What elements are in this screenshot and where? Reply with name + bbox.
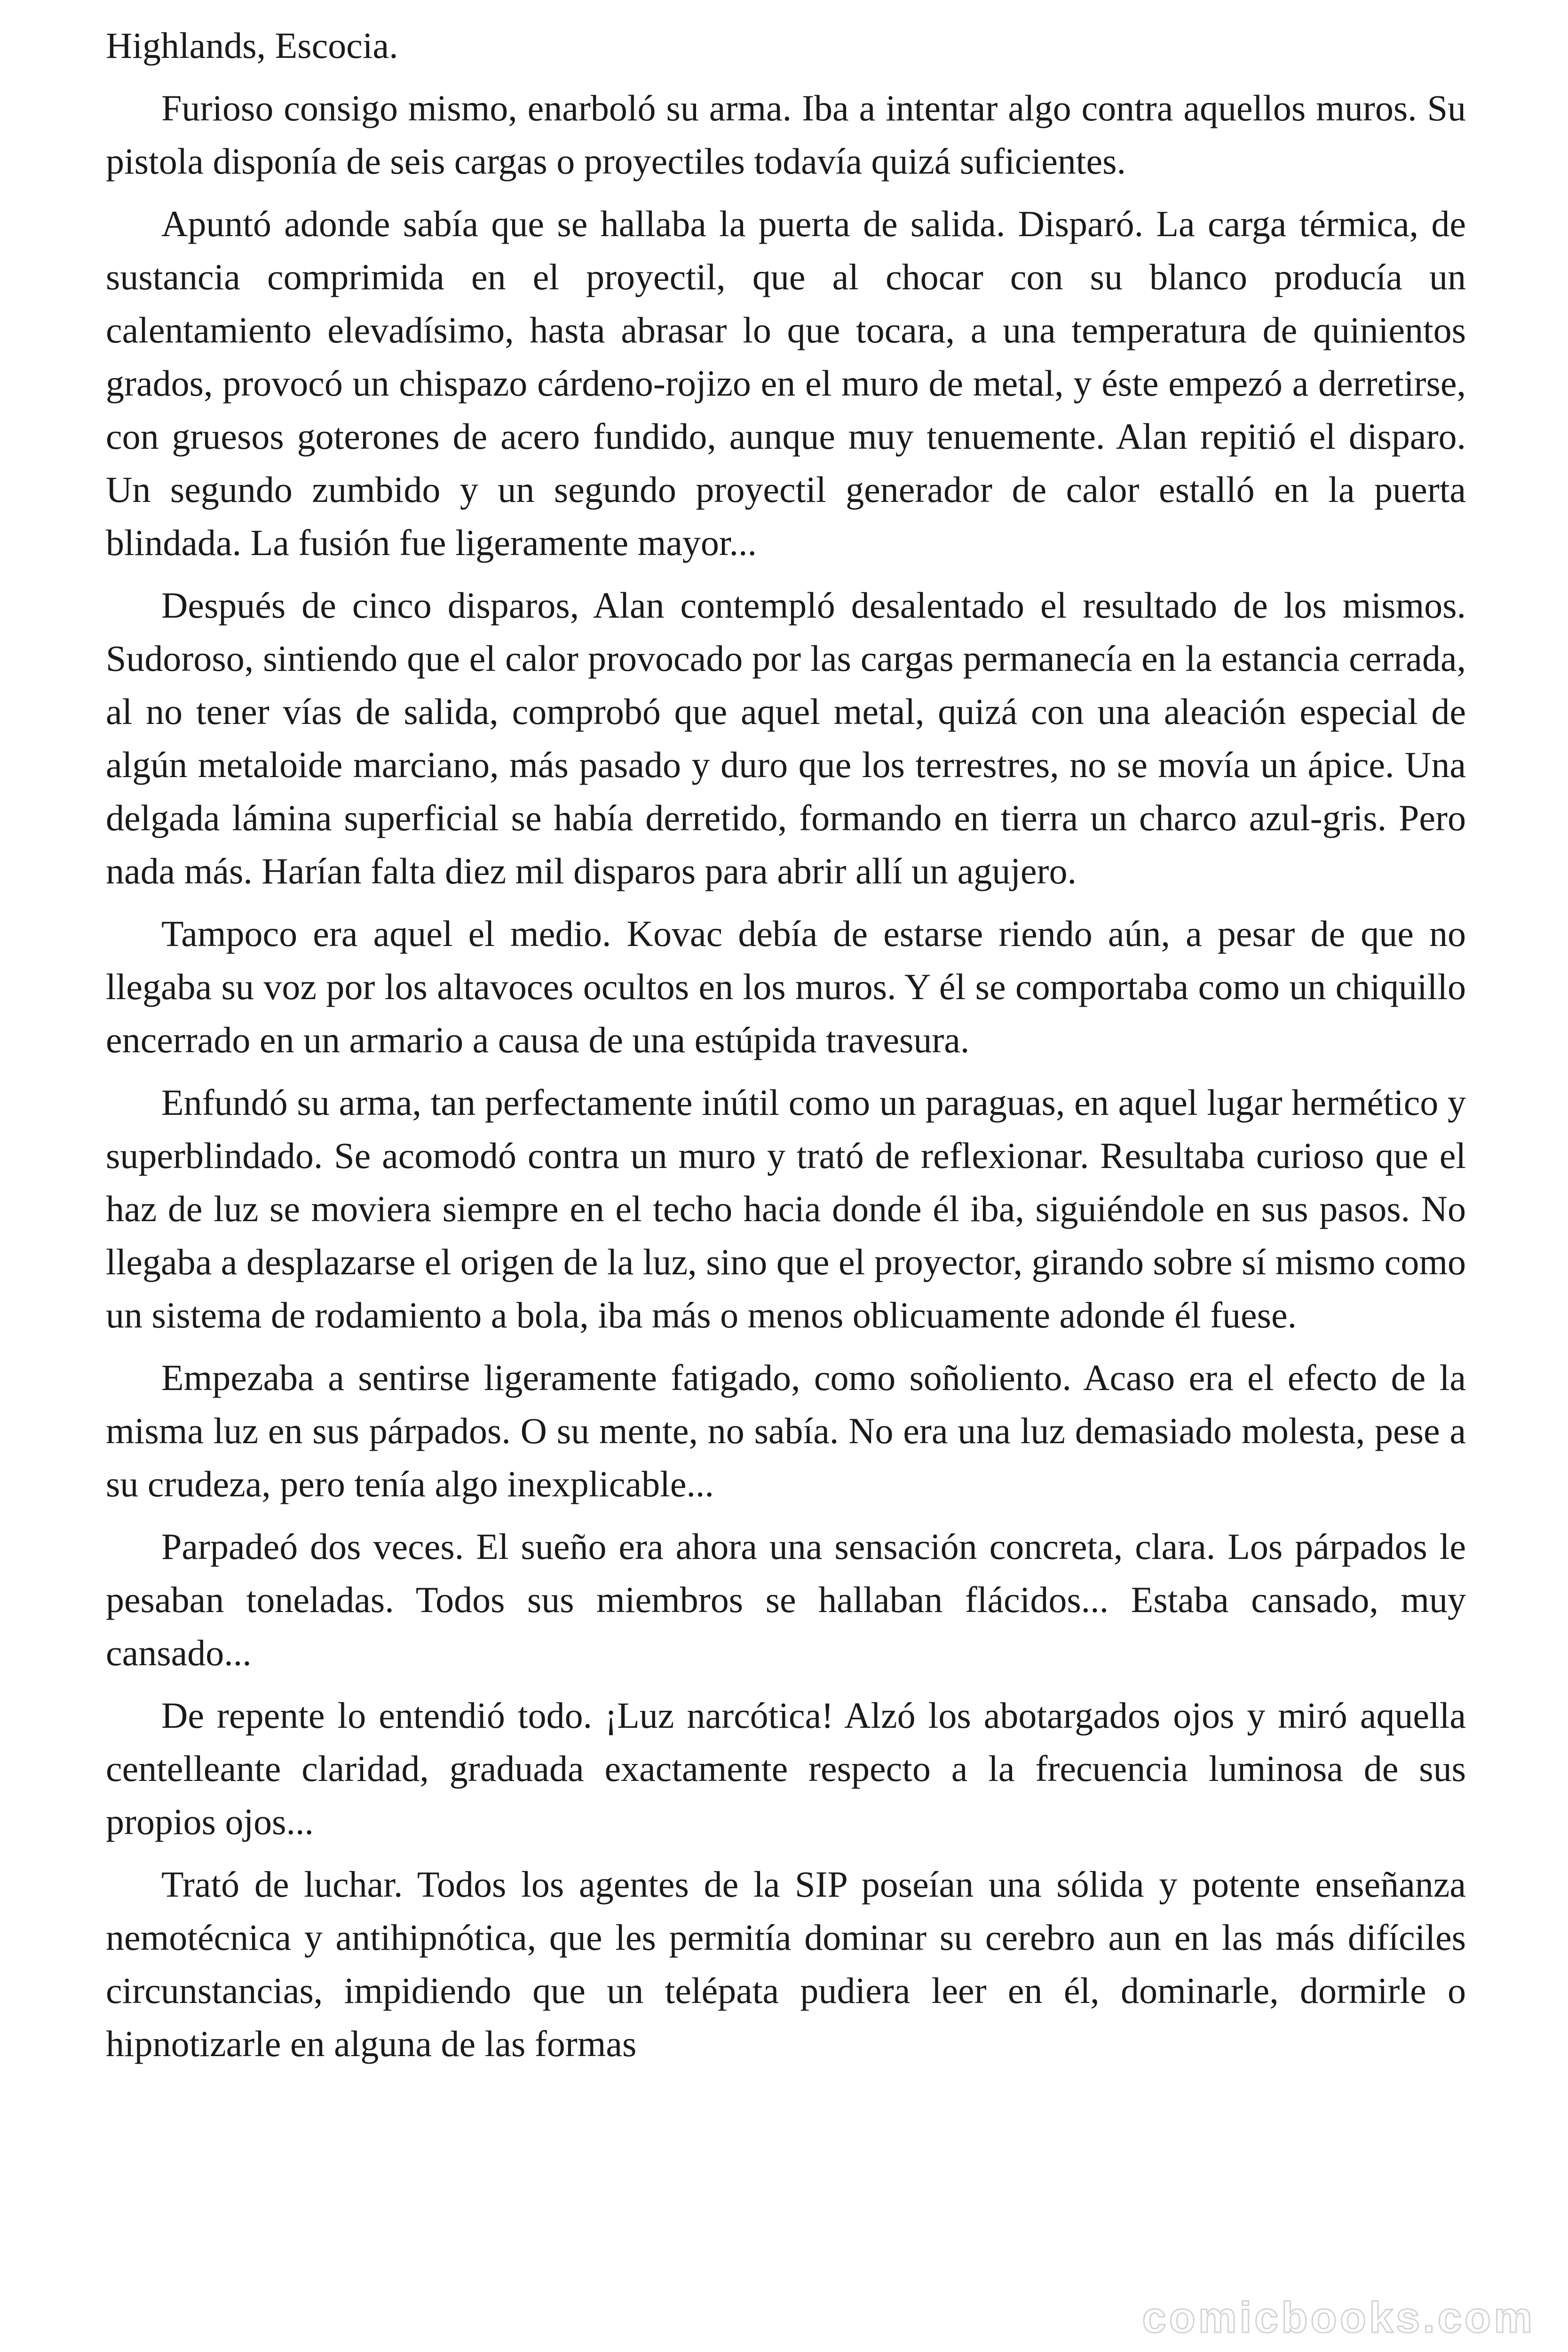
paragraph-6: Enfundó su arma, tan perfectamente inútil como un paraguas, en aquel lugar hermético y superblindado. Se acomodó contra un muro y trató de reflexionar. Resultaba curioso que el haz de luz se moviera siempre en el techo hacia donde él iba, siguiéndole en sus pasos. No llegaba a desplazarse el origen de la luz, sino que el proyector, girando sobre sí mismo como un sistema de rodamiento a bola, iba más o menos oblicuamente adonde él fuese. bbox=[106, 1082, 1466, 1335]
paragraph-10: Trató de luchar. Todos los agentes de la SIP poseían una sólida y potente enseñanza nemotécnica y antihipnótica, que les permitía dominar su cerebro aun en las más difíciles circunstancias, impidiendo que un telépata pudiera leer en él, dominarle, dormirle o hipnotizarle en alguna de las formas bbox=[106, 1864, 1466, 2064]
document-page bbox=[106, 19, 1466, 2080]
paragraph-9: De repente lo entendió todo. ¡Luz narcótica! Alzó los abotargados ojos y miró aquella centelleante claridad, graduada exactamente respecto a la frecuencia luminosa de sus propios ojos... bbox=[106, 1695, 1466, 1842]
paragraph-1: Highlands, Escocia. bbox=[106, 25, 398, 66]
paragraph-3: Apuntó adonde sabía que se hallaba la puerta de salida. Disparó. La carga térmica, de sustancia comprimida en el proyectil, que al chocar con su blanco producía un calentamiento elevadísimo, hasta abrasar lo que tocara, a una temperatura de quinientos grados, provocó un chispazo cárdeno-rojizo en el muro de metal, y éste empezó a derretirse, con gruesos goterones de acero fundido, aunque muy tenuemente. Alan repitió el disparo. Un segundo zumbido y un segundo proyectil generador de calor estalló en la puerta blindada. La fusión fue ligeramente mayor... bbox=[106, 203, 1466, 563]
paragraph-8: Parpadeó dos veces. El sueño era ahora una sensación concreta, clara. Los párpados le pesaban toneladas. Todos sus miembros se hallaban flácidos... Estaba cansado, muy cansado... bbox=[106, 1526, 1466, 1673]
paragraph-2: Furioso consigo mismo, enarboló su arma. Iba a intentar algo contra aquellos muros. Su pistola disponía de seis cargas o proyectiles todavía quizá suficientes. bbox=[106, 87, 1466, 182]
paragraph-5: Tampoco era aquel el medio. Kovac debía de estarse riendo aún, a pesar de que no llegaba su voz por los altavoces ocultos en los muros. Y él se comportaba como un chiquillo encerrado en un armario a causa de una estúpida travesura. bbox=[106, 913, 1466, 1060]
paragraph-4: Después de cinco disparos, Alan contempló desalentado el resultado de los mismos. Sudoroso, sintiendo que el calor provocado por las cargas permanecía en la estancia cerrada, al no tener vías de salida, comprobó que aquel metal, quizá con una aleación especial de algún metaloide marciano, más pasado y duro que los terrestres, no se movía un ápice. Una delgada lámina superficial se había derretido, formando en tierra un charco azul-gris. Pero nada más. Harían falta diez mil disparos para abrir allí un agujero. bbox=[106, 585, 1466, 891]
paragraph-7: Empezaba a sentirse ligeramente fatigado, como soñoliento. Acaso era el efecto de la misma luz en sus párpados. O su mente, no sabía. No era una luz demasiado molesta, pese a su crudeza, pero tenía algo inexplicable... bbox=[106, 1357, 1466, 1504]
watermark: comicbooks.com bbox=[1142, 2294, 1535, 2342]
